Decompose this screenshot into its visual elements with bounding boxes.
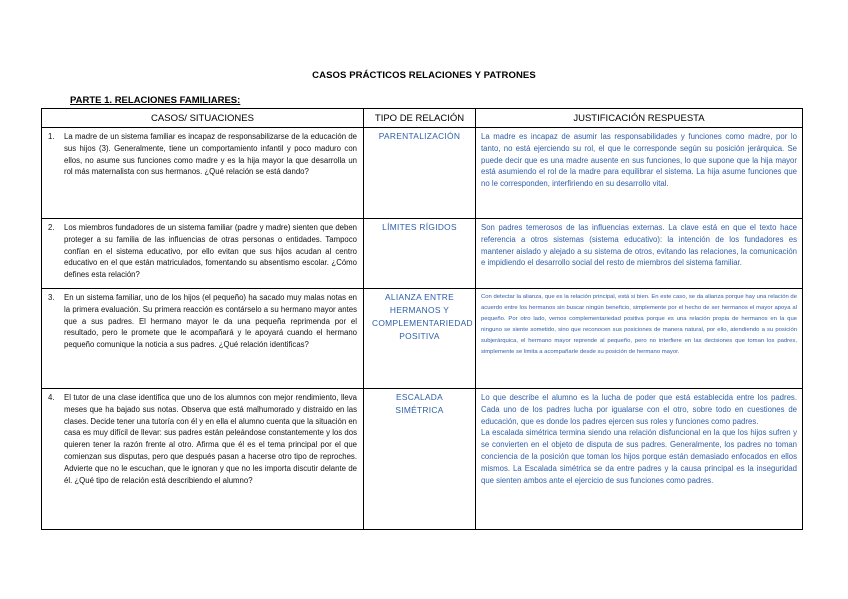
justification-text: La madre es incapaz de asumir las responsabilidades y funciones como madre, por lo tanto, no está ejerciendo su rol, el que le corresponde según su posición jerárquica. Se puede decir que es una madre ausente en sus funciones, lo que supone que la hija mayor está asumiendo el rol de la madre para equilibrar el sistema. La hija asume funciones que no le corresponden, interfiriendo en su desarrollo vital.	[481, 132, 797, 189]
case-cell	[42, 389, 364, 530]
table-row	[42, 219, 803, 289]
justification-text: La escalada simétrica termina siendo una relación disfuncional en la que los hijos sufren y se convierten en el objeto de disputa de sus padres. Generalmente, los padres no toman conciencia de la posición que toman los hijos porque están demasiado enfocados en ellos mismos. La Escalada simétrica se da entre padres y la causa principal es la inseguridad que sienten ambos ante el ejercicio de sus funciones como padres.	[481, 428, 797, 485]
cases-table	[41, 108, 803, 530]
justification-text: Lo que describe el alumno es la lucha de poder que está establecida entre los padres. Cada uno de los padres lucha por igualarse con el otro, sobre todo en cuestiones de educación, que es donde los padres ejercen sus roles y funciones como padres.	[481, 393, 797, 426]
case-text: La madre de un sistema familiar es incapaz de responsabilizarse de la educación de sus hijos (3). Generalmente, tiene un comportamiento infantil y poco maduro con ellos, no asume sus funciones como madre y es la hija mayor la que desarrolla un rol más maternalista con sus hermanos. ¿Qué relación se está dando?	[64, 132, 357, 177]
table-header-row	[42, 109, 803, 128]
justification-cell	[476, 219, 803, 289]
table-row	[42, 128, 803, 219]
justification-cell	[476, 289, 803, 389]
case-number: 1.	[48, 132, 55, 141]
justification-text: Con detectar la alianza, que es la relación principal, está si bien. En este caso, se da alianza porque hay una relación de acuerdo entre los hermanos sin buscar ningún beneficio, simplemente por el hecho de ser hermanos el mayor apoya al pequeño. Por otro lado, vemos complementariedad positiva porque es una relación propia de hermanos en la que ninguno se siente sometido, sino que reconocen sus posiciones de manera natural, por ello, atendiendo a su posición subjerárquica, el hermano mayor reprende al pequeño, pero no interfiere en las decisiones que toman los padres, simplemente se limita a acompañarle desde su posición de hermano mayor.	[481, 294, 797, 355]
header-cases: CASOS/ SITUACIONES	[42, 109, 364, 128]
header-justification: JUSTIFICACIÓN RESPUESTA	[476, 109, 803, 128]
justification-text: Son padres temerosos de las influencias externas. La clave está en que el texto hace referencia a otros sistemas (sistema educativo): la intención de los fundadores es mantener aislado y alejado a su sistema de otros, evitando las relaciones, la comunicación e impidiendo el desarrollo social del resto de miembros del sistema familiar.	[481, 223, 797, 268]
case-text: Los miembros fundadores de un sistema familiar (padre y madre) sienten que deben proteger a su familia de las influencias de otras personas o entidades. Tampoco confían en el sistema educativo, por ello evitan que sus hijos acudan al centro educativo en el que están matriculados, fomentando su absentismo escolar. ¿Cómo defines esta relación?	[64, 223, 357, 280]
relation-type: ALIANZA ENTRE HERMANOS Y COMPLEMENTARIEDAD POSITIVA	[364, 289, 476, 389]
case-number: 4.	[48, 393, 55, 402]
relation-type: PARENTALIZACIÓN	[364, 128, 476, 219]
table-row	[42, 389, 803, 530]
case-cell	[42, 219, 364, 289]
justification-cell	[476, 389, 803, 530]
part-title: PARTE 1. RELACIONES FAMILIARES:	[70, 95, 241, 106]
case-text: En un sistema familiar, uno de los hijos (el pequeño) ha sacado muy malas notas en la primera evaluación. Su primera reacción es contárselo a su hermano mayor antes que a sus padres. El hermano mayor le da una pequeña reprimenda por el resultado, pero le promete que le acompañará y le apoyará cuando el hermano pequeño comunique la noticia a sus padres. ¿Qué relación identificas?	[64, 293, 357, 350]
relation-type: LÍMITES RÍGIDOS	[364, 219, 476, 289]
document-title: CASOS PRÁCTICOS RELACIONES Y PATRONES	[312, 70, 536, 81]
header-relation-type: TIPO DE RELACIÓN	[364, 109, 476, 128]
relation-type: ESCALADA SIMÉTRICA	[364, 389, 476, 530]
justification-cell	[476, 128, 803, 219]
case-number: 3.	[48, 293, 55, 302]
case-cell	[42, 289, 364, 389]
case-cell	[42, 128, 364, 219]
case-number: 2.	[48, 223, 55, 232]
table-row	[42, 289, 803, 389]
case-text: El tutor de una clase identifica que uno de los alumnos con mejor rendimiento, lleva meses que ha bajado sus notas. Observa que está malhumorado y distraído en las clases. Decide tener una tutoría con él y en ella el alumno cuenta que la situación en casa es muy difícil de llevar: sus padres están peleándose constantemente y los dos quieren tener la razón frente al otro. Afirma que él es el tema principal por el que comienzan sus disputas, pero que después pasan a hacerse otro tipo de reproches. Advierte que no le escuchan, que le ignoran y que no les importa discutir delante de él. ¿Qué tipo de relación está describiendo el alumno?	[64, 393, 358, 485]
